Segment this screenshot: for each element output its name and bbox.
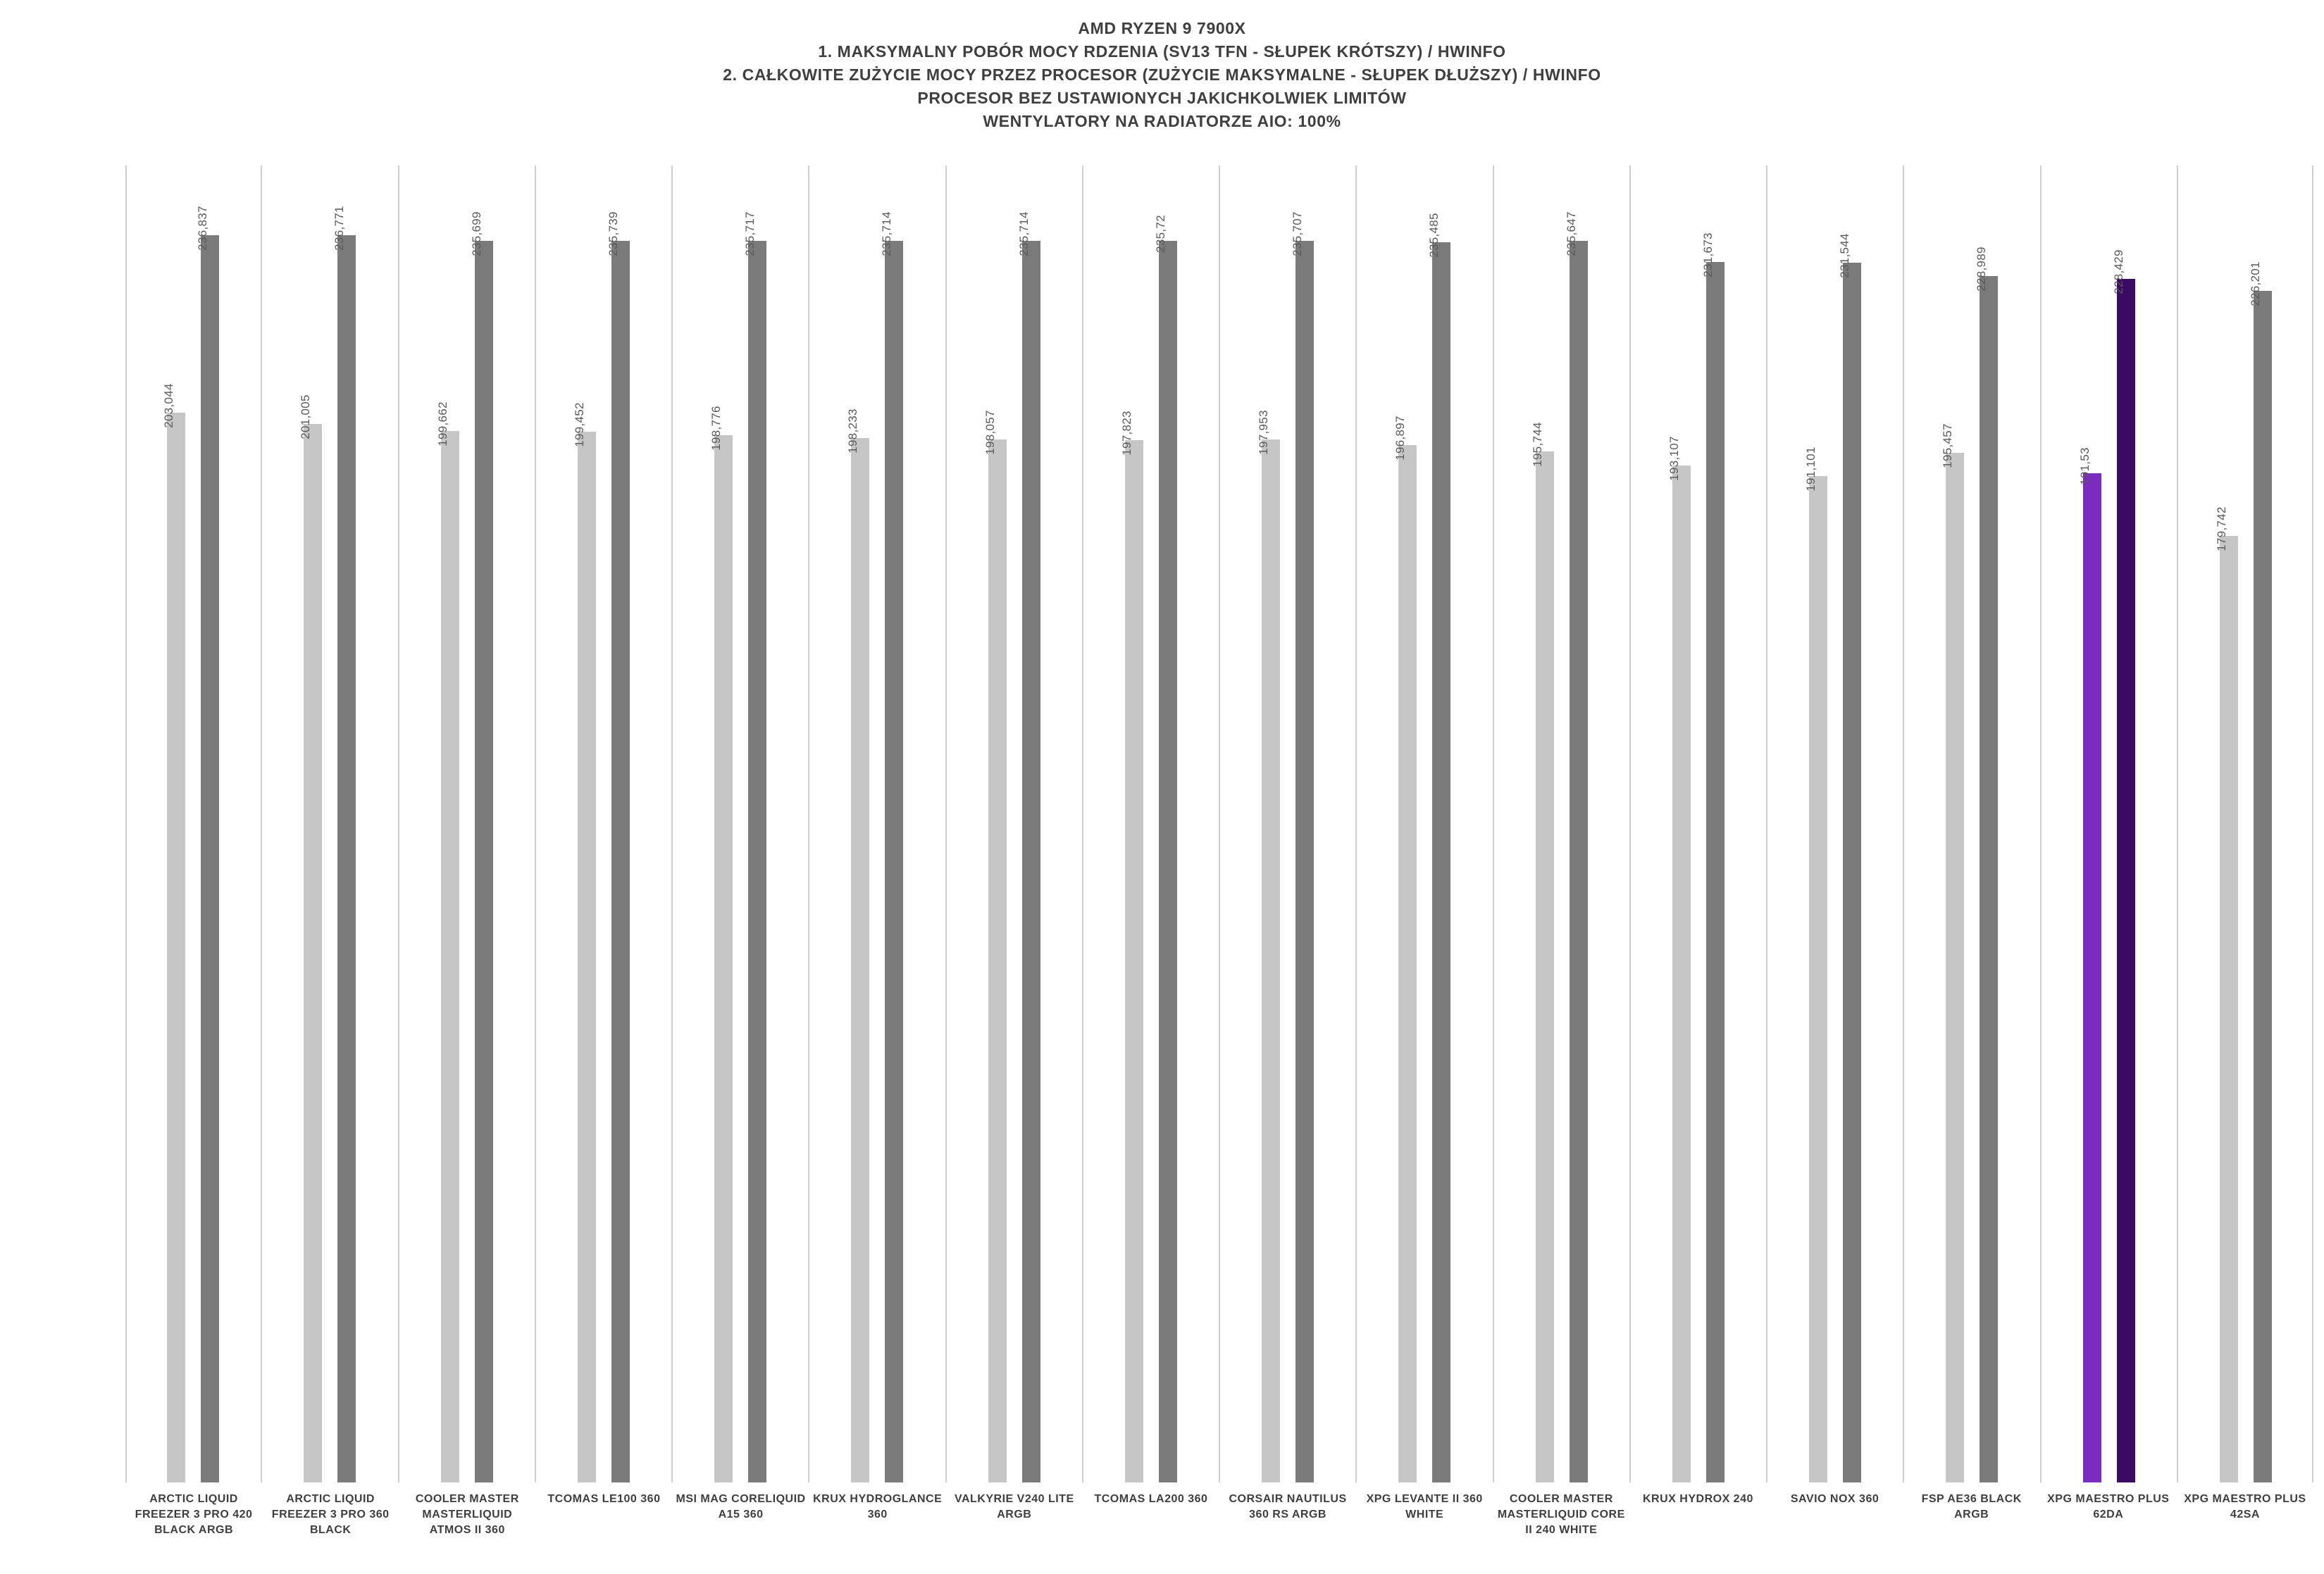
bar-core-power	[1941, 423, 1964, 1482]
bar-value-label: 236,837	[196, 205, 210, 251]
bar-value-label: 235,739	[606, 211, 620, 256]
bar-value-label: 203,044	[162, 383, 176, 428]
bar-total-power	[1153, 214, 1177, 1482]
bar-core-power	[1119, 411, 1143, 1482]
bar-group	[1767, 165, 1904, 1482]
bar-total-power	[880, 211, 903, 1482]
bar-core-power	[162, 383, 185, 1482]
bar-value-label: 201,005	[299, 394, 313, 439]
bar-core-power	[1530, 422, 1554, 1482]
category-label: FSP AE36 BLACK ARGB	[1921, 1493, 2022, 1520]
bar-group	[1631, 165, 1767, 1482]
chart-subtitle-4: WENTYLATORY NA RADIATORZE AIO: 100%	[983, 112, 1341, 130]
bar-group	[947, 165, 1083, 1482]
bar-group	[673, 165, 809, 1482]
bar-value-label: 236,771	[333, 206, 347, 251]
chart-subtitle-2: 2. CAŁKOWITE ZUŻYCIE MOCY PRZEZ PROCESOR (ZUŻYCIE MAKSYMALNE - SŁUPEK DŁUŻSZY) / HWINFO	[723, 65, 1601, 84]
bar-value-label: 228,989	[1975, 246, 1989, 292]
category-label: TCOMAS LE100 360	[547, 1493, 661, 1505]
bar-group	[2178, 165, 2313, 1482]
bar-core-power	[299, 394, 322, 1483]
bar-value-label: 235,707	[1291, 211, 1305, 256]
bar-value-label: 196,897	[1393, 416, 1408, 461]
bar-core-power	[2214, 506, 2238, 1483]
bar-core-power	[2077, 447, 2101, 1482]
bar-total-power	[1427, 212, 1450, 1482]
category-label: COOLER MASTER MASTERLIQUID ATMOS II 360	[415, 1493, 519, 1536]
bar-core-power	[1393, 416, 1417, 1482]
bar-value-label: 179,742	[2214, 506, 2228, 551]
bar-value-label: 197,823	[1119, 411, 1133, 456]
category-label: KRUX HYDROX 240	[1643, 1493, 1753, 1505]
bar-total-power	[1701, 232, 1725, 1482]
category-label: TCOMAS LA200 360	[1094, 1493, 1208, 1505]
bar-group	[399, 165, 536, 1482]
bar-total-power	[2248, 261, 2272, 1482]
chart-title-block	[0, 17, 2324, 133]
bar-core-power	[983, 409, 1007, 1483]
chart-title: AMD RYZEN 9 7900X	[1078, 19, 1246, 37]
bar-value-label: 197,953	[1257, 410, 1271, 456]
bar-value-label: 195,744	[1530, 422, 1544, 467]
bar-group	[809, 165, 946, 1482]
bar-core-power	[846, 408, 869, 1482]
bar-value-label: 235,717	[743, 211, 757, 256]
bar-core-power	[572, 402, 596, 1482]
bar-total-power	[333, 206, 356, 1482]
bar-value-label: 191,53	[2077, 447, 2092, 486]
bar-groups	[125, 165, 2313, 1482]
bar-group	[262, 165, 399, 1482]
bar-group	[125, 165, 262, 1482]
bar-group	[536, 165, 673, 1482]
chart-subtitle-3: PROCESOR BEZ USTAWIONYCH JAKICHKOLWIEK LIMITÓW	[917, 89, 1407, 107]
bar-total-power	[743, 211, 766, 1482]
bar-value-label: 235,699	[469, 211, 483, 256]
bar-core-power	[1667, 435, 1691, 1482]
bar-group	[1904, 165, 2041, 1482]
bar-core-power	[709, 406, 733, 1482]
bar-value-label: 198,776	[709, 406, 723, 451]
category-label: VALKYRIE V240 LITE ARGB	[954, 1493, 1074, 1520]
bar-total-power	[1291, 211, 1314, 1482]
bar-total-power	[1838, 233, 1861, 1482]
bar-value-label: 235,714	[880, 211, 894, 256]
bar-value-label: 228,429	[2111, 249, 2125, 295]
category-label: KRUX HYDROGLANCE 360	[813, 1493, 943, 1520]
bar-total-power	[196, 205, 219, 1483]
bar-group	[1220, 165, 1357, 1482]
category-label: CORSAIR NAUTILUS 360 RS ARGB	[1229, 1493, 1347, 1520]
bar-value-label: 193,107	[1667, 435, 1681, 481]
category-label: MSI MAG CORELIQUID A15 360	[676, 1493, 806, 1520]
bar-total-power	[469, 211, 493, 1482]
category-labels	[125, 1492, 2313, 1538]
category-label: COOLER MASTER MASTERLIQUID CORE II 240 WHITE	[1497, 1493, 1625, 1536]
bar-total-power	[606, 211, 630, 1482]
bar-value-label: 231,673	[1701, 232, 1715, 277]
category-label: XPG LEVANTE II 360 WHITE	[1366, 1493, 1483, 1520]
category-label: XPG MAESTRO PLUS 42SA	[2184, 1493, 2306, 1520]
bar-value-label: 199,452	[572, 402, 586, 447]
category-label: SAVIO NOX 360	[1790, 1493, 1879, 1505]
bar-total-power	[1564, 211, 1588, 1482]
chart-subtitle-1: 1. MAKSYMALNY POBÓR MOCY RDZENIA (SV13 TFN - SŁUPEK KRÓTSZY) / HWINFO	[818, 42, 1506, 61]
bar-core-power	[1257, 410, 1280, 1482]
bar-value-label: 231,544	[1838, 233, 1852, 278]
bar-value-label: 235,485	[1427, 212, 1441, 258]
bar-value-label: 191,101	[1804, 446, 1818, 492]
bar-value-label: 235,714	[1017, 211, 1031, 256]
bar-core-power	[1804, 446, 1827, 1482]
category-label: ARCTIC LIQUID FREEZER 3 PRO 360 BLACK	[271, 1493, 390, 1536]
bar-value-label: 235,72	[1153, 214, 1167, 253]
bar-total-power	[1017, 211, 1040, 1482]
bar-value-label: 195,457	[1941, 423, 1955, 468]
bar-value-label: 235,647	[1564, 211, 1578, 257]
bar-value-label: 199,662	[435, 401, 449, 446]
category-label: ARCTIC LIQUID FREEZER 3 PRO 420 BLACK ARGB	[135, 1493, 253, 1536]
bar-core-power	[435, 401, 459, 1483]
bar-group	[1494, 165, 1631, 1482]
bar-total-power	[2111, 249, 2135, 1482]
bar-value-label: 226,201	[2248, 261, 2262, 306]
bar-value-label: 198,057	[983, 409, 997, 455]
bar-group	[1083, 165, 1220, 1482]
bar-group	[1357, 165, 1493, 1482]
category-label: XPG MAESTRO PLUS 62DA	[2047, 1493, 2170, 1520]
bar-group	[2042, 165, 2178, 1482]
bar-total-power	[1975, 246, 1998, 1482]
bar-value-label: 198,233	[846, 408, 860, 454]
